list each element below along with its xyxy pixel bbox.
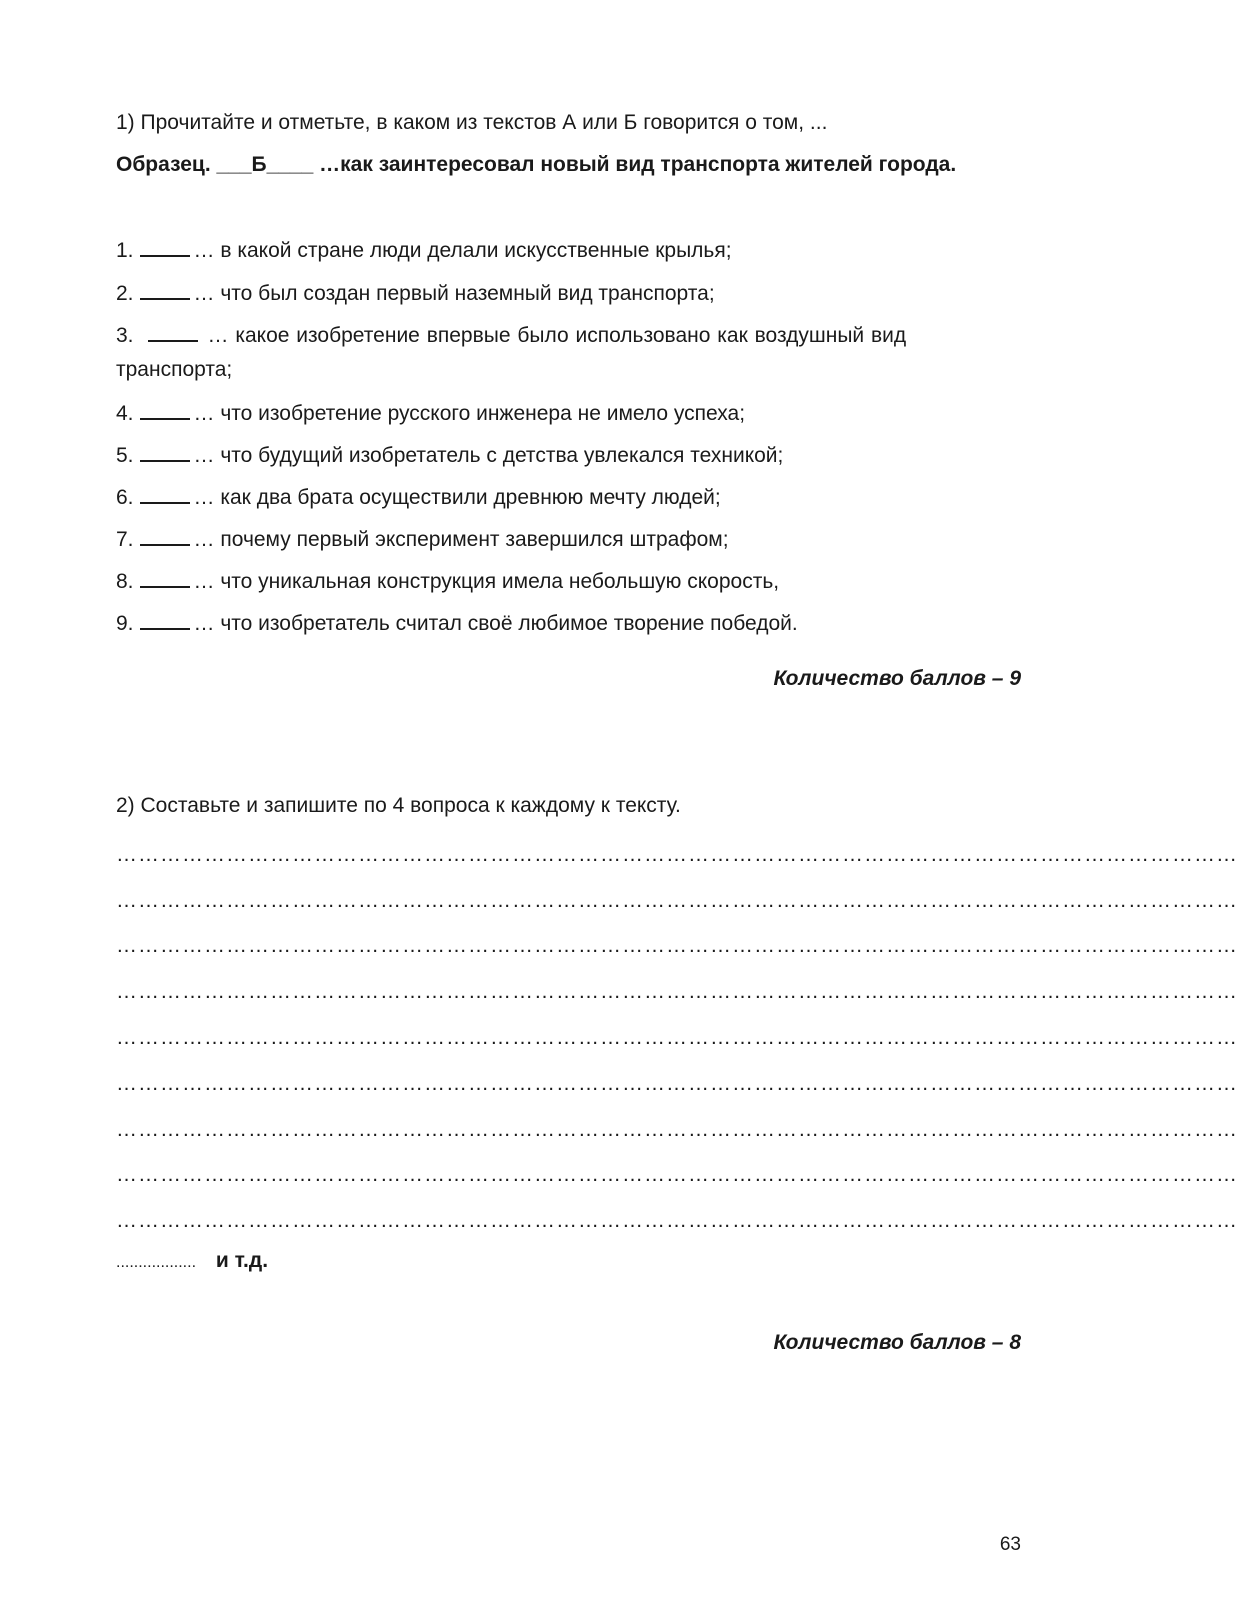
- answer-line[interactable]: ………………………………………………………………………………………………………………………………………: [116, 1118, 1238, 1141]
- answer-blank[interactable]: [140, 398, 190, 420]
- task2-instruction: 2) Составьте и запишите по 4 вопроса к каждому к тексту.: [116, 794, 681, 817]
- answer-blank[interactable]: [140, 482, 190, 504]
- task1-item-3: [116, 320, 1021, 349]
- answer-line[interactable]: ………………………………………………………………………………………………………………………………………: [116, 1026, 1238, 1049]
- task1-item-6: [116, 482, 1021, 511]
- item-number: 2.: [116, 282, 134, 305]
- page-number: 63: [999, 1534, 1021, 1555]
- answer-line[interactable]: ………………………………………………………………………………………………………………………………………: [116, 889, 1238, 912]
- answer-line[interactable]: ………………………………………………………………………………………………………………………………………: [116, 843, 1238, 866]
- answer-line[interactable]: ………………………………………………………………………………………………………………………………………: [116, 1072, 1238, 1095]
- item-text: … как два брата осуществили древнюю мечту людей;: [193, 486, 721, 509]
- item-number: 5.: [116, 444, 134, 467]
- item-number: 6.: [116, 486, 134, 509]
- worksheet-page: [116, 0, 1238, 1600]
- answer-blank[interactable]: [140, 566, 190, 588]
- etc-text: и т.д.: [215, 1249, 269, 1272]
- answer-line[interactable]: ………………………………………………………………………………………………………………………………………: [116, 934, 1238, 957]
- item-number: 7.: [116, 528, 134, 551]
- item-text: … что уникальная конструкция имела небольшую скорость,: [193, 570, 780, 593]
- last-answer-line: [116, 1248, 1021, 1276]
- item-number: 3.: [116, 324, 134, 347]
- item-text: … что изобретатель считал своё любимое творение победой.: [193, 612, 798, 635]
- answer-blank[interactable]: [140, 440, 190, 462]
- item-text: … какое изобретение впервые было использовано как воздушный вид: [207, 324, 907, 347]
- item-number: 4.: [116, 402, 134, 425]
- item-text: … в какой стране люди делали искусственные крылья;: [193, 239, 732, 262]
- task1-item-3-continued: транспорта;: [116, 358, 233, 381]
- answer-line[interactable]: ………………………………………………………………………………………………………………………………………: [116, 1209, 1238, 1232]
- task1-item-4: [116, 398, 1021, 427]
- task1-instruction: 1) Прочитайте и отметьте, в каком из текстов А или Б говорится о том, ...: [116, 111, 828, 134]
- item-text: … что изобретение русского инженера не имело успеха;: [193, 402, 746, 425]
- task1-item-1: [116, 235, 1021, 264]
- answer-blank[interactable]: [140, 235, 190, 257]
- task1-item-7: [116, 524, 1021, 553]
- item-text: … почему первый эксперимент завершился штрафом;: [193, 528, 729, 551]
- task1-item-8: [116, 566, 1021, 595]
- task2-score: Количество баллов – 8: [773, 1331, 1021, 1354]
- item-number: 1.: [116, 239, 134, 262]
- item-number: 9.: [116, 612, 134, 635]
- item-text: … что будущий изобретатель с детства увлекался техникой;: [193, 444, 784, 467]
- answer-blank[interactable]: [140, 524, 190, 546]
- task1-score: Количество баллов – 9: [773, 667, 1021, 690]
- item-text: … что был создан первый наземный вид транспорта;: [193, 282, 715, 305]
- item-number: 8.: [116, 570, 134, 593]
- answer-line[interactable]: ………………………………………………………………………………………………………………………………………: [116, 1163, 1238, 1186]
- task1-item-9: [116, 608, 1021, 637]
- answer-line[interactable]: ………………………………………………………………………………………………………………………………………: [116, 980, 1238, 1003]
- task1-item-2: [116, 278, 1021, 307]
- short-dots[interactable]: ..................: [116, 1254, 197, 1271]
- answer-blank[interactable]: [140, 278, 190, 300]
- task1-sample: Образец. ___Б____ …как заинтересовал новый вид транспорта жителей города.: [116, 153, 957, 176]
- answer-blank[interactable]: [140, 608, 190, 630]
- task1-item-5: [116, 440, 1021, 469]
- answer-blank[interactable]: [148, 320, 198, 342]
